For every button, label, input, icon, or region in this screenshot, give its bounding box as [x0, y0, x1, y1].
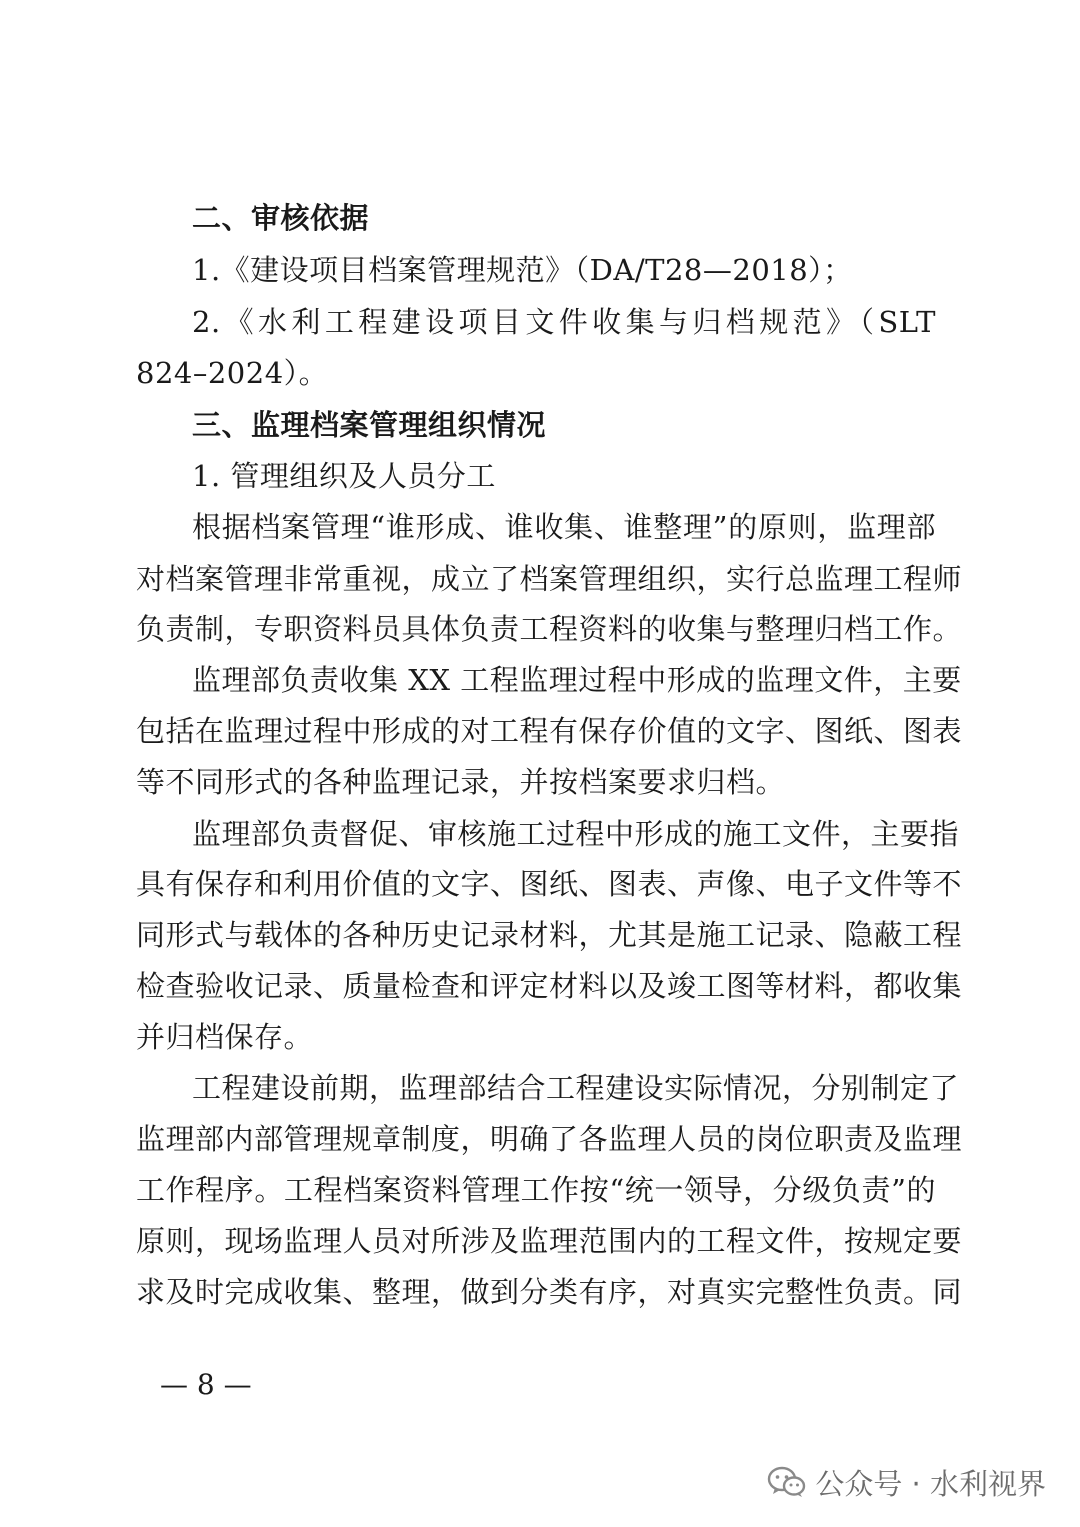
paragraph-line: 同形式与载体的各种历史记录材料，尤其是施工记录、隐蔽工程	[136, 918, 963, 952]
paragraph-line: 并归档保存。	[136, 1020, 314, 1054]
watermark	[767, 1462, 1046, 1502]
basis-item-2: 2.《水利工程建设项目文件收集与归档规范》（SLT	[192, 305, 936, 339]
paragraph-line: 包括在监理过程中形成的对工程有保存价值的文字、图纸、图表	[136, 714, 963, 748]
paragraph-line: 求及时完成收集、整理，做到分类有序，对真实完整性负责。同	[136, 1275, 963, 1309]
paragraph-line: 监理部负责收集 XX 工程监理过程中形成的监理文件，主要	[192, 663, 962, 697]
paragraph-line: 原则，现场监理人员对所涉及监理范围内的工程文件，按规定要	[136, 1224, 963, 1258]
basis-item-2-continued: 824–2024）。	[136, 356, 329, 390]
section-heading-audit-basis: 二、审核依据	[192, 201, 370, 235]
paragraph-line: 对档案管理非常重视，成立了档案管理组织，实行总监理工程师	[136, 562, 963, 596]
paragraph-line: 根据档案管理“谁形成、谁收集、谁整理”的原则，监理部	[192, 510, 936, 544]
paragraph-line: 工作程序。工程档案资料管理工作按“统一领导，分级负责”的	[136, 1173, 936, 1207]
paragraph-line: 监理部内部管理规章制度，明确了各监理人员的岗位职责及监理	[136, 1122, 963, 1156]
section-heading-organization: 三、监理档案管理组织情况	[192, 408, 547, 442]
subheading-staff-division: 1. 管理组织及人员分工	[192, 459, 496, 493]
page-number: — 8 —	[160, 1368, 252, 1401]
paragraph-line: 监理部负责督促、审核施工过程中形成的施工文件，主要指	[192, 817, 960, 851]
paragraph-line: 负责制，专职资料员具体负责工程资料的收集与整理归档工作。	[136, 612, 963, 646]
paragraph-line: 检查验收记录、质量检查和评定材料以及竣工图等材料，都收集	[136, 969, 963, 1003]
watermark-text: 公众号 · 水利视界	[815, 1466, 1046, 1501]
basis-item-1: 1.《建设项目档案管理规范》（DA/T28—2018）；	[192, 253, 853, 287]
paragraph-line: 等不同形式的各种监理记录，并按档案要求归档。	[136, 765, 786, 799]
paragraph-line: 具有保存和利用价值的文字、图纸、图表、声像、电子文件等不	[136, 867, 963, 901]
wechat-icon	[767, 1465, 807, 1499]
paragraph-line: 工程建设前期，监理部结合工程建设实际情况，分别制定了	[192, 1071, 960, 1105]
